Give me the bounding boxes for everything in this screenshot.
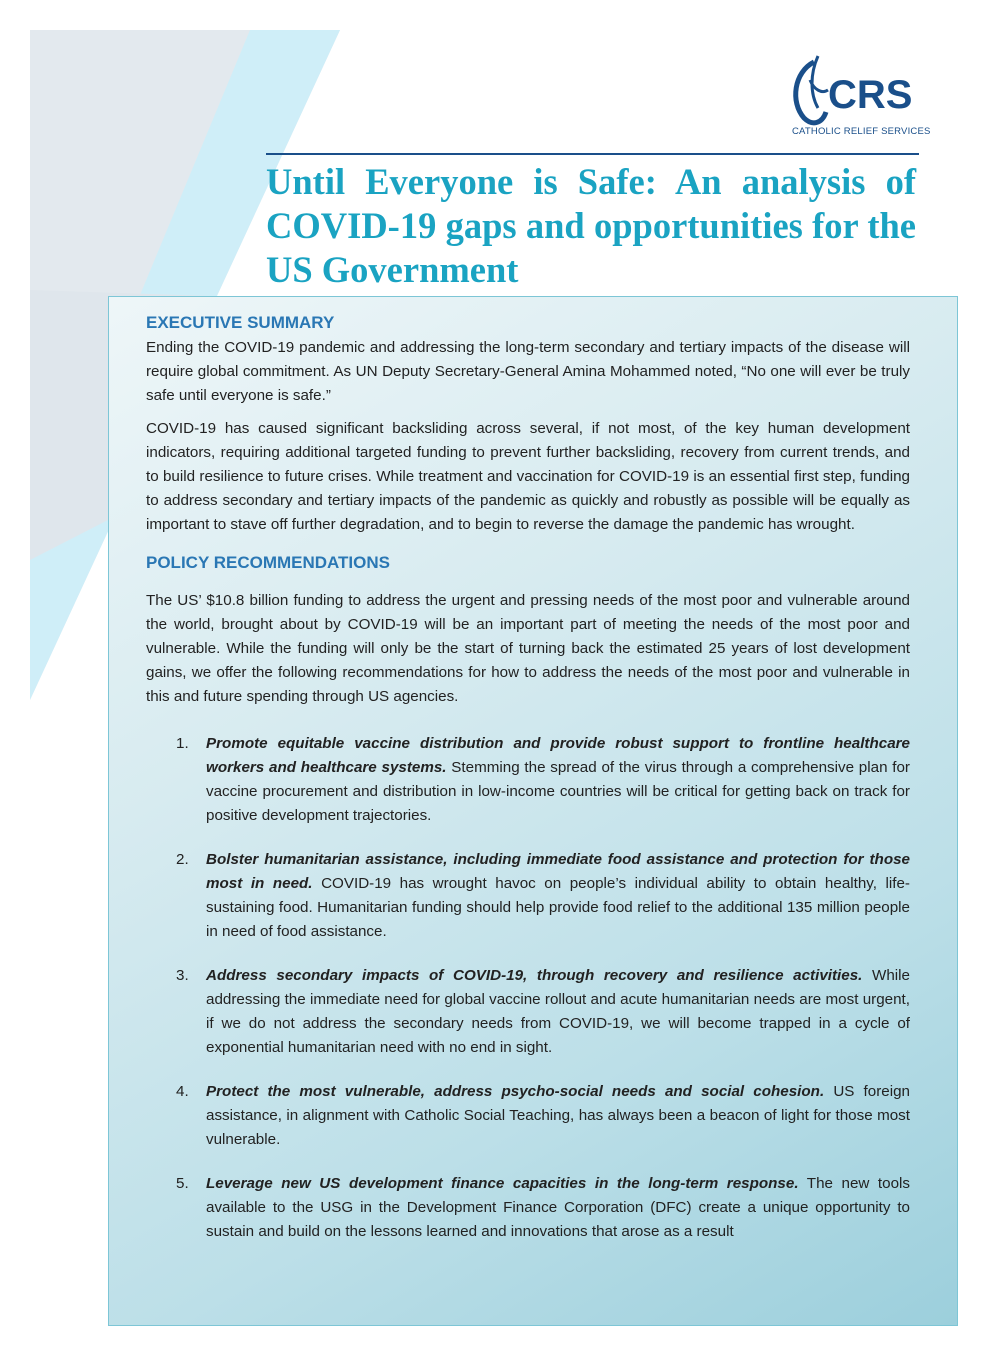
- item-lead: Protect the most vulnerable, address psycho-social needs and social cohesion.: [206, 1083, 825, 1100]
- recommendation-item: [146, 1080, 910, 1152]
- item-text: The new tools available to the USG in the Development Finance Corporation (DFC) create a unique opportunity to sustain and build on the lessons learned and innovations that arose as a result: [206, 1175, 911, 1240]
- item-number: 1.: [176, 735, 189, 752]
- item-lead: Promote equitable vaccine distribution and provide robust support to frontline healthcare workers and healthcare systems.: [206, 735, 910, 776]
- recommendation-item: [146, 732, 910, 828]
- item-number: 3.: [176, 967, 189, 984]
- recommendation-item: [146, 964, 910, 1060]
- recommendation-item: [146, 1172, 910, 1244]
- executive-summary-heading: EXECUTIVE SUMMARY: [146, 313, 335, 332]
- item-number: 5.: [176, 1175, 189, 1192]
- item-text: COVID-19 has wrought havoc on people’s individual ability to obtain healthy, life-sustaining food. Humanitarian funding should help provide food relief to the additional 135 million people in need of food assistance.: [206, 875, 910, 940]
- item-text: Stemming the spread of the virus through a comprehensive plan for vaccine procurement and distribution in low-income countries will be critical for getting back on track for positive development trajectories.: [206, 759, 910, 824]
- policy-recommendations-heading: POLICY RECOMMENDATIONS: [146, 553, 390, 572]
- policy-intro-paragraph: The US’ $10.8 billion funding to address the urgent and pressing needs of the most poor and vulnerable around the world, brought about by COVID-19 will be an important part of meeting the needs of the most poor and vulnerable. While the funding will only be the start of turning back the estimated 25 years of lost development gains, we offer the following recommendations for how to address the needs of the most poor and vulnerable in this and future spending through US agencies.: [146, 592, 910, 705]
- summary-paragraph: COVID-19 has caused significant backsliding across several, if not most, of the key human development indicators, requiring additional targeted funding to prevent further backsliding, recovery from current trends, and to build resilience to future crises. While treatment and vaccination for COVID-19 is an essential first step, funding to address secondary and tertiary impacts of the pandemic as quickly and robustly as possible will be equally as important to stave off further degradation, and to begin to reverse the damage the pandemic has wrought.: [146, 420, 910, 533]
- recommendation-item: [146, 848, 910, 944]
- item-lead: Address secondary impacts of COVID-19, through recovery and resilience activities.: [206, 967, 863, 984]
- item-lead: Leverage new US development finance capacities in the long-term response.: [206, 1175, 799, 1192]
- summary-paragraph: Ending the COVID-19 pandemic and addressing the long-term secondary and tertiary impacts of the disease will require global commitment. As UN Deputy Secretary-General Amina Mohammed noted, “No one will ever be truly safe until everyone is safe.”: [146, 339, 910, 404]
- item-text: US foreign assistance, in alignment with Catholic Social Teaching, has always been a beacon of light for those most vulnerable.: [206, 1083, 910, 1148]
- document-title: Until Everyone is Safe: An analysis of COVID-19 gaps and opportunities for the US Government: [266, 161, 916, 290]
- document-body: [146, 310, 910, 1244]
- item-number: 4.: [176, 1083, 189, 1100]
- item-text: While addressing the immediate need for global vaccine rollout and acute humanitarian needs are most urgent, if we do not address the secondary needs from COVID-19, we will become trapped in a cycle of exponential humanitarian need with no end in sight.: [206, 967, 910, 1056]
- svg-text:CRS: CRS: [828, 73, 913, 117]
- item-number: 2.: [176, 851, 189, 868]
- logo-subtitle: CATHOLIC RELIEF SERVICES: [792, 126, 931, 137]
- title-rule: [266, 153, 919, 155]
- item-lead: Bolster humanitarian assistance, including immediate food assistance and protection for those most in need.: [206, 851, 910, 892]
- recommendations-list: [146, 732, 910, 1244]
